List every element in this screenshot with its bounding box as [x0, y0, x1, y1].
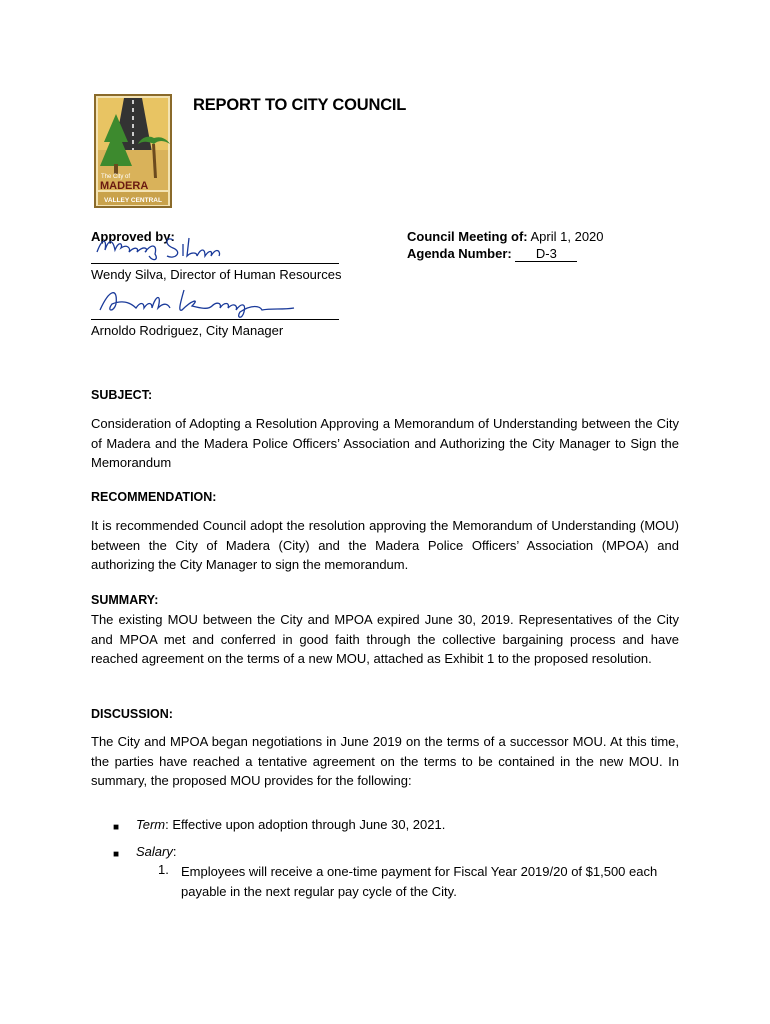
bullet-term — [113, 817, 446, 835]
report-title: REPORT TO CITY COUNCIL — [193, 96, 407, 114]
signer1-name: Wendy Silva, Director of Human Resources — [91, 267, 342, 282]
signature-line-1 — [91, 263, 339, 264]
agenda-number-value: D-3 — [515, 246, 577, 262]
council-meeting-row — [407, 229, 604, 244]
bullet-marker: ■ — [113, 822, 120, 833]
summary-heading: SUMMARY: — [91, 593, 159, 607]
signer2-name: Arnoldo Rodriguez, City Manager — [91, 323, 284, 338]
bullet-salary-text: : — [172, 844, 177, 859]
subject-heading: SUBJECT: — [91, 388, 153, 402]
council-meeting-label: Council Meeting of: — [407, 229, 528, 244]
agenda-number-row — [407, 246, 577, 262]
approved-by-label: Approved by: — [91, 229, 175, 244]
recommendation-text: It is recommended Council adopt the resolution approving the Memorandum of Understanding (MOU) between the City of Madera (City) and the Madera Police Officers’ Association (MPOA) and authorizing the City Manager to sign the memorandum. — [91, 518, 679, 572]
numbered-item-1-text: Employees will receive a one-time payment for Fiscal Year 2019/20 of $1,500 each payable in the next regular pay cycle of the City. — [181, 864, 658, 899]
bullet-salary-line — [136, 844, 176, 859]
subject-text: Consideration of Adopting a Resolution Approving a Memorandum of Understanding between the City of Madera and the Madera Police Officers’ Association and Authorizing the City Manager to Sign the Memorandum — [91, 416, 679, 470]
logo-line2: MADERA — [100, 180, 149, 192]
discussion-text: The City and MPOA began negotiations in June 2019 on the terms of a successor MOU. At this time, the parties have reached a tentative agreement on the terms to be contained in the new MOU. In summary, the proposed MOU provides for the following: — [91, 734, 679, 788]
logo-line1: The City of — [101, 174, 131, 180]
bullet-salary-label: Salary — [136, 844, 173, 859]
bullet-term-line — [136, 817, 445, 832]
city-of-madera-logo — [94, 94, 172, 208]
numbered-item-1-number: 1. — [158, 862, 169, 877]
bullet-term-label: Term — [136, 817, 166, 832]
agenda-number-label: Agenda Number: — [407, 246, 512, 261]
bullet-salary — [113, 844, 177, 862]
signature-line-2 — [91, 319, 339, 320]
logo-line3: VALLEY CENTRAL — [104, 197, 162, 204]
bullet-term-text: : Effective upon adoption through June 30, 2021. — [165, 817, 446, 832]
bullet-marker: ■ — [113, 849, 120, 860]
discussion-heading: DISCUSSION: — [91, 707, 173, 721]
council-meeting-date: April 1, 2020 — [530, 229, 604, 244]
summary-text: The existing MOU between the City and MPOA expired June 30, 2019. Representatives of the City and MPOA met and conferred in good faith through the collective bargaining process and have reached agreement on the terms of a new MOU, attached as Exhibit 1 to the proposed resolution. — [91, 612, 679, 666]
recommendation-heading: RECOMMENDATION: — [91, 490, 217, 504]
